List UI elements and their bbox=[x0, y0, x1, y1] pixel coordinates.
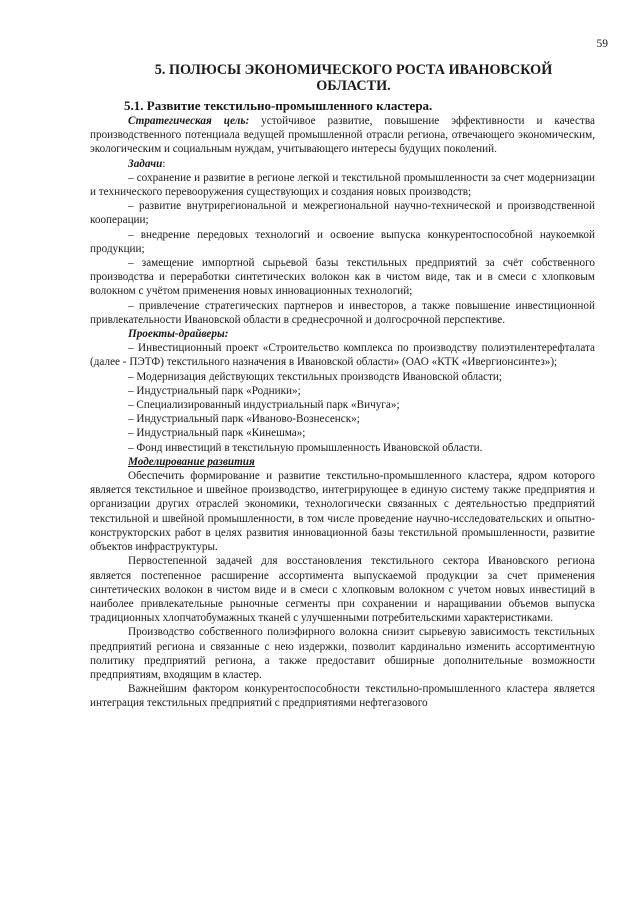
project-item: – Модернизация действующих текстильных производств Ивановской области; bbox=[128, 370, 503, 383]
task-item: – привлечение стратегических партнеров и инвесторов, а также повышение инвестиционной привлекательности Ивановской области в среднесрочной и долгосрочной перспективе. bbox=[90, 299, 595, 326]
strategic-goal-label: Стратегическая цель: bbox=[128, 115, 250, 127]
body-paragraph: Обеспечить формирование и развитие текстильно-промышленного кластера, ядром которого является текстильное и швейное производство, интегрирующее в единую систему также предприятия и организации других отраслей экономики, технологически связанных с деятельностью предприятий текстильной и швейной промышленности, в том числе проведение научно-исследовательских и опытно-конструкторских работ в целях развития инновационной базы текстильной промышленности, развитие объектов инфраструктуры. bbox=[90, 470, 595, 554]
body-paragraph: Производство собственного полиэфирного волокна снизит сырьевую зависимость текстильных предприятий региона и связанные с нею издержки, позволит кардинально изменить ассортиментную политику предприятий региона, а также предоставит обширные дополнительные возможности предприятиям, входящим в кластер. bbox=[90, 626, 595, 681]
body-paragraph: Важнейшим фактором конкурентоспособности текстильно-промышленного кластера является интеграция текстильных предприятий с предприятиями нефтегазового bbox=[90, 683, 595, 710]
project-item: – Специализированный индустриальный парк «Вичуга»; bbox=[128, 399, 400, 412]
project-item: – Индустриальный парк «Иваново-Вознесенск»; bbox=[128, 413, 360, 426]
document-body bbox=[90, 63, 595, 711]
modeling-heading: Моделирование развития bbox=[128, 455, 255, 468]
chapter-title-line-1: 5. ПОЛЮСЫ ЭКОНОМИЧЕСКОГО РОСТА ИВАНОВСКОЙ bbox=[154, 62, 553, 78]
project-item: – Индустриальный парк «Кинешма»; bbox=[128, 427, 306, 440]
task-item: – замещение импортной сырьевой базы текстильных предприятий за счёт собственного производства и переработки синтетических волокон как в чистом виде, так и в смеси с хлопковым волокном с учётом применения новых инновационных технологий; bbox=[90, 257, 595, 298]
chapter-title bbox=[90, 63, 595, 94]
strategic-goal-text: устойчивое развитие, повышение эффективности и качества производственного потенциала ведущей промышленной отрасли региона, отвечающего экономическим, экологическим и социальным нуждам, учитывающего интересы будущих поколений. bbox=[90, 115, 596, 156]
project-item: – Индустриальный парк «Родники»; bbox=[128, 384, 301, 397]
project-item: – Инвестиционный проект «Строительство комплекса по производству полиэтилентерефталата (далее - ПЭТФ) текстильного назначения в Ивановской области» (ОАО «КТК «Ивергионсинтез»); bbox=[90, 342, 595, 369]
tasks-heading: Задачи: bbox=[128, 157, 166, 170]
strategic-goal-paragraph bbox=[90, 114, 595, 157]
body-paragraph: Первостепенной задачей для восстановления текстильного сектора Ивановского региона является постепенное расширение ассортимента выпускаемой продукции за счет применения синтетических волокон в чистом виде и в смеси с хлопковым волокном с учетом новых инвестиций в наиболее привлекательные рыночные сегменты при сохранении и наращивании объемов выпуска традиционных хлопчатобумажных тканей с улучшенными потребительскими характеристиками. bbox=[90, 555, 595, 625]
task-item: – развитие внутрирегиональной и межрегиональной научно-технической и производственной кооперации; bbox=[90, 200, 595, 227]
task-item: – внедрение передовых технологий и освоение выпуска конкурентоспособной наукоемкой продукции; bbox=[90, 228, 595, 255]
section-title: 5.1. Развитие текстильно-промышленного кластера. bbox=[124, 98, 433, 113]
chapter-title-line-2: ОБЛАСТИ. bbox=[316, 77, 391, 94]
tasks-heading-label: Задачи bbox=[128, 157, 163, 170]
projects-heading: Проекты-драйверы: bbox=[128, 328, 229, 341]
task-item: – сохранение и развитие в регионе легкой и текстильной промышленности за счет модернизации и технического перевооружения существующих и создания новых производств; bbox=[90, 171, 595, 199]
page-number: 59 bbox=[596, 38, 608, 50]
project-item: – Фонд инвестиций в текстильную промышленность Ивановской области. bbox=[128, 441, 483, 454]
